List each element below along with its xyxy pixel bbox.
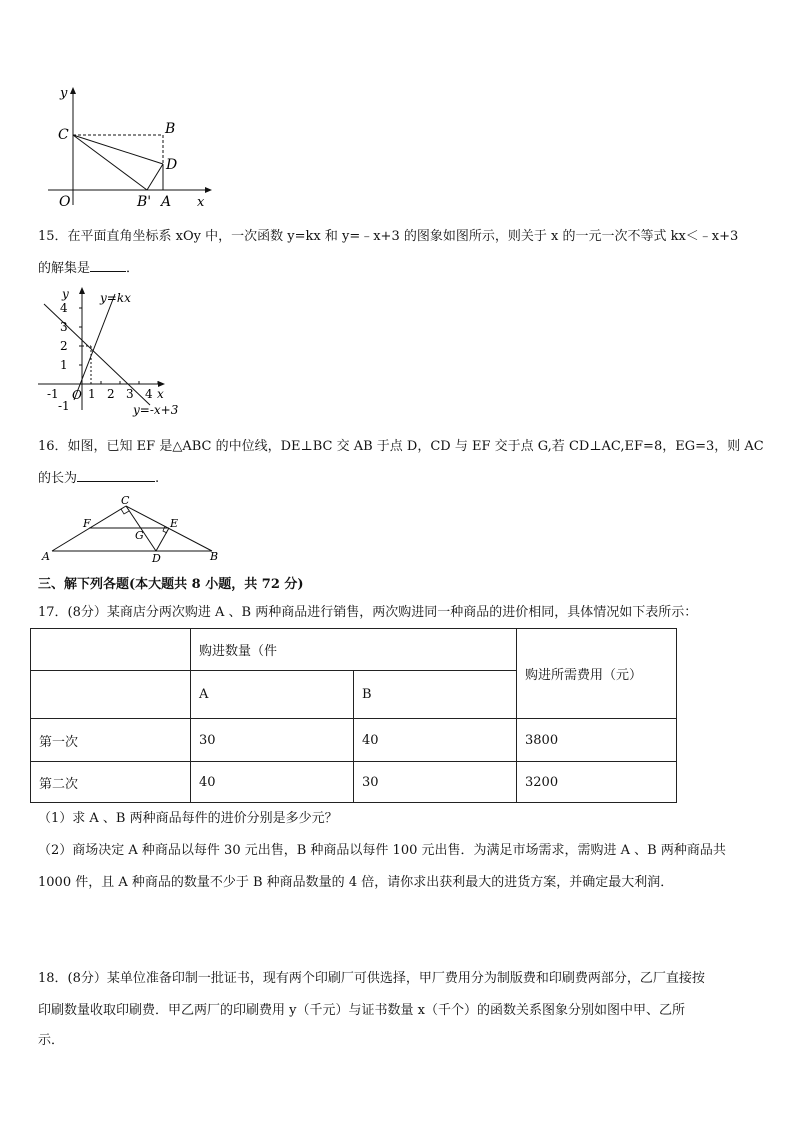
q16-answer-blank bbox=[77, 467, 155, 482]
fig16-label-a: A bbox=[42, 550, 50, 563]
fig14-seg-cd bbox=[73, 135, 163, 164]
q17-table-corner-top bbox=[31, 629, 191, 671]
fig14-label-b: B bbox=[165, 121, 176, 137]
fig15-xtick-2: 2 bbox=[107, 387, 115, 401]
q15-line2-pre: 的解集是 bbox=[38, 261, 91, 276]
fig15-xtick-3: 3 bbox=[126, 387, 134, 401]
fig15-ytick-3: 3 bbox=[60, 320, 68, 334]
q15-answer-blank bbox=[90, 257, 126, 272]
q15-line1: 15．在平面直角坐标系 xOy 中，一次函数 y=kx 和 y=﹣x+3 的图象如图所示，则关于 x 的一元一次不等式 kx＜﹣x+3 bbox=[38, 229, 739, 244]
fig16-label-g: G bbox=[135, 529, 144, 542]
q17-row1-b: 40 bbox=[354, 719, 517, 762]
q16-line1: 16．如图，已知 EF 是△ABC 的中位线，DE⊥BC 交 AB 于点 D，CD 与 EF 交于点 G,若 CD⊥AC,EF=8，EG=3，则 AC bbox=[38, 439, 764, 454]
q17-row2-cost: 3200 bbox=[517, 762, 677, 803]
q17-table-header-cost: 购进所需费用（元） bbox=[517, 629, 677, 719]
fig15-y-arrow bbox=[79, 287, 85, 294]
fig14-diagram bbox=[40, 80, 220, 210]
fig16-label-c: C bbox=[121, 494, 130, 507]
q17-table-col-b: B bbox=[354, 671, 517, 719]
q18-line3: 示． bbox=[38, 1033, 65, 1048]
q17-sub2-line2: 1000 件，且 A 种商品的数量不少于 B 种商品数量的 4 倍，请你求出获利最大的进货方案，并确定最大利润． bbox=[38, 875, 674, 890]
fig14-seg-cbp bbox=[73, 135, 147, 190]
fig14-label-x: x bbox=[197, 195, 205, 210]
fig16-label-d: D bbox=[152, 552, 161, 564]
fig14-x-arrow bbox=[205, 187, 212, 193]
fig15-label-line1: y=kx bbox=[100, 291, 131, 305]
section-3-heading: 三、解下列各题(本大题共 8 小题，共 72 分) bbox=[38, 577, 304, 592]
q17-row1-label: 第一次 bbox=[31, 719, 191, 762]
table-row bbox=[31, 762, 677, 803]
q17-table bbox=[30, 628, 677, 803]
q17-sub1: （1）求 A 、B 两种商品每件的进价分别是多少元？ bbox=[38, 811, 338, 826]
q15-line2-post: ． bbox=[126, 261, 140, 276]
q17-table-corner-bottom bbox=[31, 671, 191, 719]
q17-row1-a: 30 bbox=[191, 719, 354, 762]
fig16-label-f: F bbox=[83, 517, 91, 530]
q17-sub2-line1: （2）商场决定 A 种商品以每件 30 元出售，B 种商品以每件 100 元出售．为满足市场需求，需购进 A 、B 两种商品共 bbox=[38, 843, 726, 858]
q17-row2-b: 30 bbox=[354, 762, 517, 803]
fig15-label-line2: y=-x+3 bbox=[133, 403, 179, 417]
q17-intro: 17．(8分）某商店分两次购进 A 、B 两种商品进行销售，两次购进同一种商品的进价相同，具体情况如下表所示： bbox=[38, 605, 698, 620]
fig15-label-o: O bbox=[72, 388, 82, 402]
fig15-xtick-neg1: -1 bbox=[47, 387, 59, 401]
fig16-seg-de bbox=[156, 528, 169, 551]
q17-table-header-qty: 购进数量（件 bbox=[191, 629, 517, 671]
fig14-seg-bpd bbox=[147, 164, 163, 190]
fig14-label-c: C bbox=[58, 127, 69, 143]
fig15-ytick-1: 1 bbox=[60, 358, 68, 372]
fig14-label-a: A bbox=[161, 194, 172, 210]
fig15-ytick-4: 4 bbox=[60, 301, 68, 315]
q18-line1: 18．(8分）某单位准备印制一批证书，现有两个印刷厂可供选择，甲厂费用分为制版费和印刷费两部分，乙厂直接按 bbox=[38, 971, 705, 986]
fig15-ytick-2: 2 bbox=[60, 339, 68, 353]
q16-line2 bbox=[38, 462, 758, 496]
q15-line2 bbox=[38, 252, 758, 286]
fig14-label-bp: B' bbox=[137, 194, 152, 210]
fig16-right-angle-c bbox=[121, 509, 129, 514]
fig15-label-y: y bbox=[62, 287, 69, 301]
table-row bbox=[31, 719, 677, 762]
fig15-label-x: x bbox=[157, 387, 164, 401]
fig16-label-b: B bbox=[210, 550, 219, 563]
q17-row2-label: 第二次 bbox=[31, 762, 191, 803]
fig15-xtick-1: 1 bbox=[88, 387, 96, 401]
fig14-label-o: O bbox=[59, 194, 71, 210]
fig16-diagram bbox=[38, 494, 228, 564]
q18-line2: 印刷数量收取印刷费．甲乙两厂的印刷费用 y（千元）与证书数量 x（千个）的函数关系图象分别如图中甲、乙所 bbox=[38, 1003, 685, 1018]
q16-line2-pre: 的长为 bbox=[38, 471, 78, 486]
q17-row2-a: 40 bbox=[191, 762, 354, 803]
fig15-ytick-neg1: -1 bbox=[58, 399, 70, 413]
fig15-xtick-4: 4 bbox=[145, 387, 153, 401]
q16-line2-post: . bbox=[155, 471, 160, 486]
fig14-y-arrow bbox=[70, 87, 76, 94]
q17-table-col-a: A bbox=[191, 671, 354, 719]
fig14-label-y: y bbox=[60, 86, 68, 101]
q17-row1-cost: 3800 bbox=[517, 719, 677, 762]
fig15-diagram bbox=[30, 284, 190, 420]
fig14-label-d: D bbox=[166, 157, 178, 173]
fig16-label-e: E bbox=[170, 517, 179, 530]
